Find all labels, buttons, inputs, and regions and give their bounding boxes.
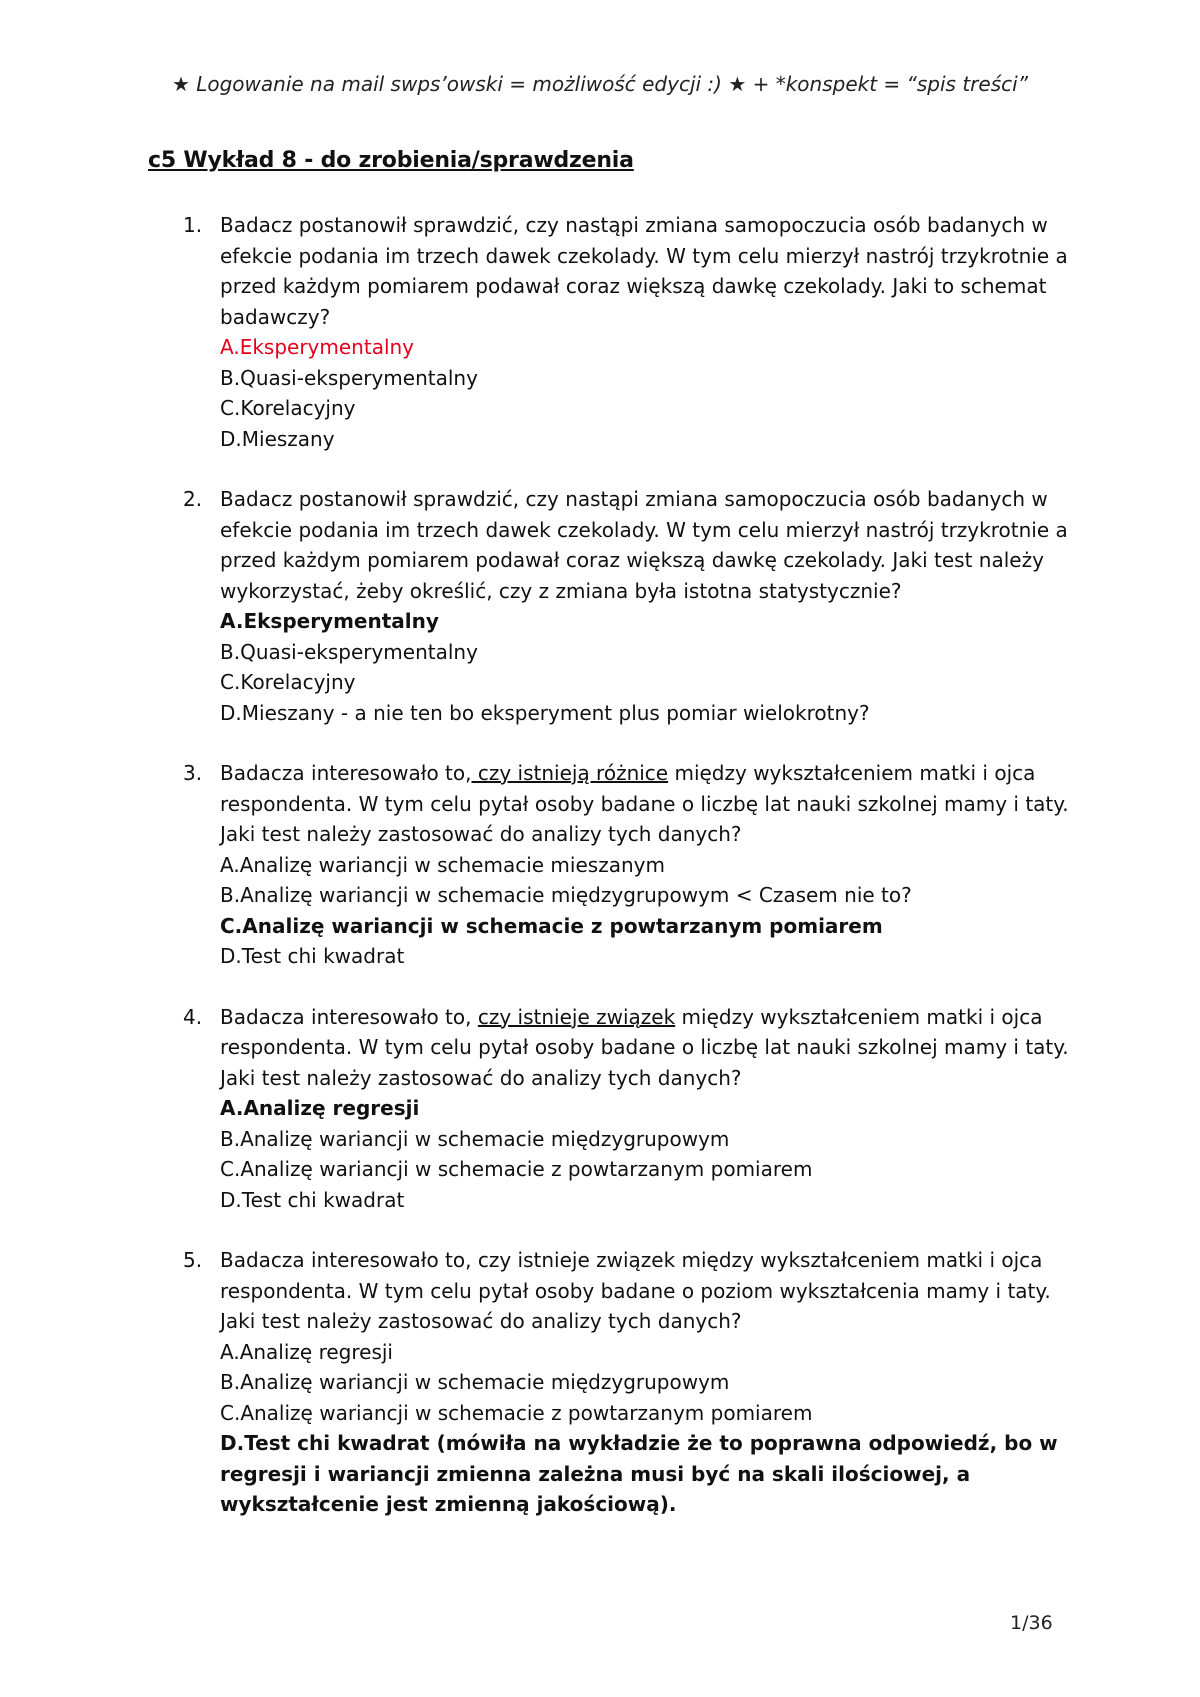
answer-option: C.Korelacyjny xyxy=(220,396,356,420)
question-body xyxy=(220,210,1080,454)
question-text-part: Badacza interesowało to, xyxy=(220,761,472,785)
question-item xyxy=(0,1002,1200,1216)
answer-option: D.Mieszany xyxy=(220,426,335,451)
question-item xyxy=(0,758,1200,972)
question-number: 4. xyxy=(183,1004,203,1029)
answer-options xyxy=(220,1337,1080,1520)
answer-option: C.Analizę wariancji w schemacie z powtarzanym pomiarem xyxy=(220,1157,813,1181)
page-number: 1/36 xyxy=(1010,1612,1053,1634)
question-item xyxy=(0,210,1200,454)
question-number: 2. xyxy=(183,487,203,511)
question-text-part: Badacza interesowało to, czy istnieje związek między wykształceniem matki i ojca respondenta. W tym celu pytał osoby badane o poziom wykształcenia mamy i taty. Jaki test należy zastosować do analizy tych danych? xyxy=(220,1248,1051,1333)
question-body xyxy=(220,1245,1080,1520)
answer-options xyxy=(220,332,1080,454)
answer-option: B.Quasi-eksperymentalny xyxy=(220,639,478,664)
answer-option-marked: D.Test chi kwadrat (mówiła na wykładzie że to poprawna odpowiedź, bo w regresji i wariancji zmienna zależna musi być na skali ilościowej, a wykształcenie jest zmienną jakościową). xyxy=(220,1431,1058,1516)
page-header-note: ★ Logowanie na mail swps’owski = możliwość edycji :) ★ + *konspekt = “spis treści” xyxy=(171,72,1029,96)
question-body xyxy=(220,484,1080,728)
question-number: 1. xyxy=(183,213,203,237)
question-text-part: między wykształceniem matki i ojca respondenta. W tym celu pytał osoby badane o liczbę lat nauki szkolnej mamy i taty. Jaki test należy zastosować do analizy tych danych? xyxy=(220,761,1069,846)
answer-option: D.Test chi kwadrat xyxy=(220,1187,405,1212)
underlined-phrase: czy istnieją różnice xyxy=(471,761,669,785)
answer-option: D.Mieszany - a nie ten bo eksperyment plus pomiar wielokrotny? xyxy=(220,700,870,725)
answer-option-marked: C.Analizę wariancji w schemacie z powtarzanym pomiarem xyxy=(220,913,883,938)
question-number: 3. xyxy=(183,761,203,785)
answer-option: A.Analizę regresji xyxy=(220,1339,393,1364)
answer-option: B.Quasi-eksperymentalny xyxy=(220,365,478,390)
question-text xyxy=(220,1002,1080,1094)
answer-option: C.Analizę wariancji w schemacie z powtarzanym pomiarem xyxy=(220,1400,813,1425)
question-text xyxy=(220,484,1080,606)
question-body xyxy=(220,758,1080,972)
answer-options xyxy=(220,850,1080,972)
page-title: c5 Wykład 8 - do zrobienia/sprawdzenia xyxy=(148,148,634,173)
answer-option: B.Analizę wariancji w schemacie międzygrupowym xyxy=(220,1370,730,1394)
answer-option: B.Analizę wariancji w schemacie międzygrupowym xyxy=(220,1126,730,1151)
question-text xyxy=(220,1245,1080,1337)
question-list xyxy=(0,210,1200,1550)
answer-option: D.Test chi kwadrat xyxy=(220,944,405,968)
underlined-phrase: czy istnieje związek xyxy=(477,1004,676,1029)
question-text-part: Badacza interesowało to, xyxy=(220,1004,478,1029)
question-item xyxy=(0,484,1200,728)
question-text-part: Badacz postanowił sprawdzić, czy nastąpi zmiana samopoczucia osób badanych w efekcie podania im trzech dawek czekolady. W tym celu mierzył nastrój trzykrotnie a przed każdym pomiarem podawał coraz większą dawkę czekolady. Jaki to schemat badawczy? xyxy=(220,213,1068,329)
question-body xyxy=(220,1002,1080,1216)
answer-option-marked: A.Analizę regresji xyxy=(220,1096,420,1120)
answer-options xyxy=(220,1093,1080,1215)
answer-option-marked: A.Eksperymentalny xyxy=(220,609,439,633)
answer-options xyxy=(220,606,1080,728)
question-text xyxy=(220,758,1080,850)
answer-option-marked: A.Eksperymentalny xyxy=(220,335,415,359)
question-text xyxy=(220,210,1080,332)
question-number: 5. xyxy=(183,1248,203,1272)
question-text-part: między wykształceniem matki i ojca respondenta. W tym celu pytał osoby badane o liczbę lat nauki szkolnej mamy i taty. Jaki test należy zastosować do analizy tych danych? xyxy=(220,1004,1069,1090)
question-text-part: Badacz postanowił sprawdzić, czy nastąpi zmiana samopoczucia osób badanych w efekcie podania im trzech dawek czekolady. W tym celu mierzył nastrój trzykrotnie a przed każdym pomiarem podawał coraz większą dawkę czekolady. Jaki test należy wykorzystać, żeby określić, czy z zmiana była istotna statystycznie? xyxy=(220,487,1068,603)
answer-option: B.Analizę wariancji w schemacie międzygrupowym < Czasem nie to? xyxy=(220,883,912,907)
answer-option: C.Korelacyjny xyxy=(220,670,356,694)
question-item xyxy=(0,1245,1200,1520)
answer-option: A.Analizę wariancji w schemacie mieszanym xyxy=(220,852,665,877)
